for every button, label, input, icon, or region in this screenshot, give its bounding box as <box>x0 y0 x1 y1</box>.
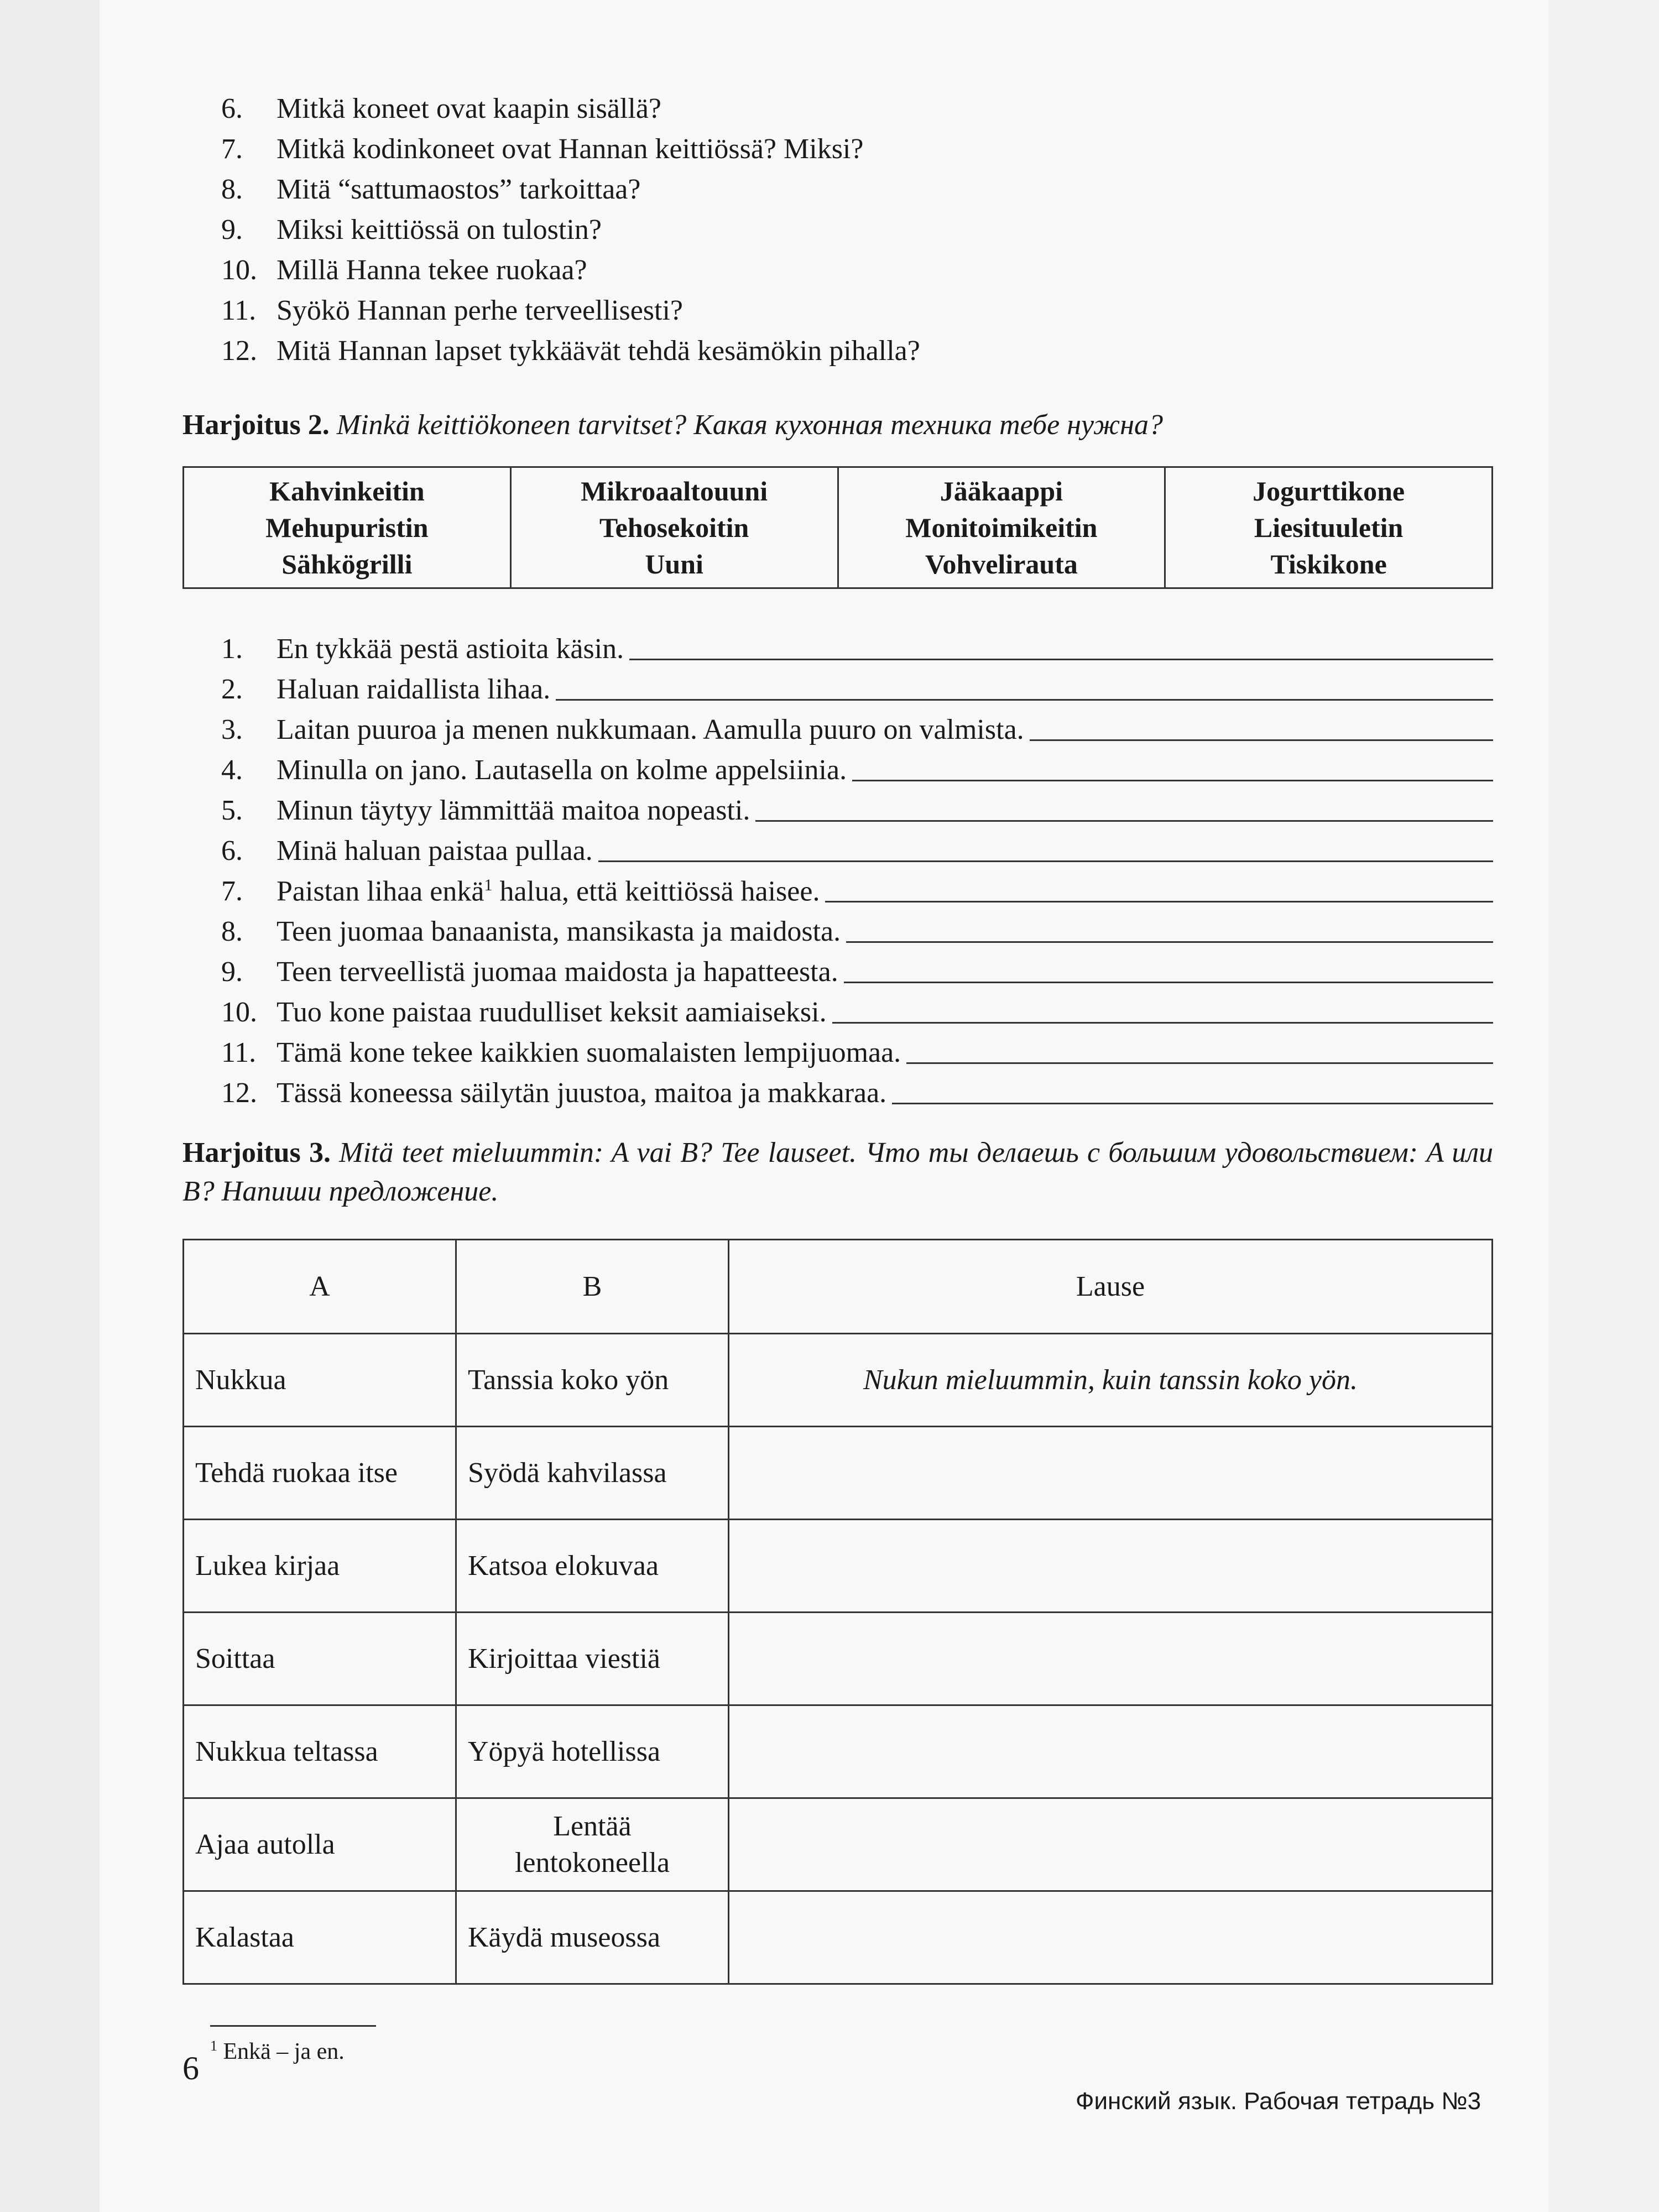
question-list <box>221 88 920 371</box>
list-item: 12. Mitä Hannan lapset tykkäävät tehdä kesämökin pihalla? <box>221 335 920 367</box>
table-row: Nukkua teltassa Yöpyä hotellissa <box>184 1705 1493 1798</box>
answer-line[interactable] <box>844 982 1493 983</box>
sentence-item: 8. Teen juomaa banaanista, mansikasta ja maidosta. <box>221 909 1493 950</box>
word-box-cell: Jääkaappi Monitoimikeitin Vohvelirauta <box>838 467 1165 588</box>
exercise-3-heading <box>182 1134 1493 1211</box>
footnote-divider <box>210 2025 376 2027</box>
list-item: 6. Mitkä koneet ovat kaapin sisällä? <box>221 93 662 124</box>
table-header-row <box>184 1240 1493 1334</box>
answer-line[interactable] <box>892 1103 1493 1104</box>
sentence-item: 2. Haluan raidallista lihaa. <box>221 667 1493 707</box>
answer-cell[interactable] <box>729 1613 1493 1705</box>
answer-line[interactable] <box>598 860 1493 862</box>
word-box-cell: Mikroaaltouuni Tehosekoitin Uuni <box>510 467 838 588</box>
answer-line[interactable] <box>556 699 1493 701</box>
column-header-a: A <box>184 1240 456 1334</box>
sentence-item: 5. Minun täytyy lämmittää maitoa nopeasti. <box>221 788 1493 828</box>
column-header-b: B <box>456 1240 729 1334</box>
answer-cell[interactable] <box>729 1705 1493 1798</box>
answer-line[interactable] <box>852 780 1493 781</box>
answer-line[interactable] <box>832 1022 1493 1024</box>
column-header-lause: Lause <box>729 1240 1493 1334</box>
sentence-item: 12. Tässä koneessa säilytän juustoa, maitoa ja makkaraa. <box>221 1071 1493 1111</box>
list-item: 7. Mitkä kodinkoneet ovat Hannan keittiössä? Miksi? <box>221 133 864 165</box>
word-box-cell: Jogurttikone Liesituuletin Tiskikone <box>1165 467 1493 588</box>
list-item: 10. Millä Hanna tekee ruokaa? <box>221 254 587 286</box>
list-item: 11. Syökö Hannan perhe terveellisesti? <box>221 295 683 326</box>
table-row: Ajaa autolla Lentää lentokoneella <box>184 1798 1493 1891</box>
answer-cell[interactable] <box>729 1891 1493 1984</box>
sentence-item: 6. Minä haluan paistaa pullaa. <box>221 828 1493 869</box>
choice-table <box>182 1239 1493 1985</box>
footnote-marker: 1 <box>484 875 493 894</box>
answer-line[interactable] <box>1030 739 1493 741</box>
exercise-2-label: Harjoitus 2. <box>182 409 330 441</box>
answer-line[interactable] <box>755 820 1493 822</box>
list-item: 8. Mitä “sattumaostos” tarkoittaa? <box>221 174 641 205</box>
sentence-item: 3. Laitan puuroa ja menen nukkumaan. Aamulla puuro on valmista. <box>221 707 1493 748</box>
sentence-item: 4. Minulla on jano. Lautasella on kolme appelsiinia. <box>221 748 1493 788</box>
sentence-item: 10. Tuo kone paistaa ruudulliset keksit aamiaiseksi. <box>221 990 1493 1030</box>
page-number: 6 <box>182 2050 199 2086</box>
example-answer: Nukun mieluummin, kuin tanssin koko yön. <box>729 1334 1493 1427</box>
exercise-3-label: Harjoitus 3. <box>182 1137 331 1168</box>
exercise-2-heading <box>182 405 1163 445</box>
sentence-item: 11. Tämä kone tekee kaikkien suomalaisten lempijuomaa. <box>221 1030 1493 1071</box>
table-row: Lukea kirjaa Katsoa elokuvaa <box>184 1520 1493 1613</box>
answer-line[interactable] <box>629 659 1493 660</box>
footnote: $^1$ Enkä – ja en. <box>210 2038 345 2064</box>
answer-cell[interactable] <box>729 1427 1493 1520</box>
exercise-2-sentences <box>221 627 1493 1111</box>
table-row: Soittaa Kirjoittaa viestiä <box>184 1613 1493 1705</box>
word-box-table <box>182 466 1493 589</box>
table-row: Kalastaa Käydä museossa <box>184 1891 1493 1984</box>
answer-line[interactable] <box>906 1062 1493 1064</box>
list-item: 9. Miksi keittiössä on tulostin? <box>221 214 602 246</box>
facing-page-edge <box>1548 0 1659 2212</box>
word-box-cell: Kahvinkeitin Mehupuristin Sähkögrilli <box>184 467 511 588</box>
answer-line[interactable] <box>846 941 1493 943</box>
sentence-item: 9. Teen terveellistä juomaa maidosta ja hapatteesta. <box>221 950 1493 990</box>
answer-line[interactable] <box>825 901 1493 902</box>
sentence-item: 7. Paistan lihaa enkä$^1$ halua, että keittiössä haisee. <box>221 869 1493 909</box>
book-title: Финский язык. Рабочая тетрадь №3 <box>1076 2088 1481 2115</box>
exercise-2-instruction: Minkä keittiökoneen tarvitset? Какая кухонная техника тебе нужна? <box>336 409 1164 441</box>
answer-cell[interactable] <box>729 1798 1493 1891</box>
table-row: Tehdä ruokaa itse Syödä kahvilassa <box>184 1427 1493 1520</box>
exercise-3-instruction: Mitä teet mieluummin: A vai B? Tee lauseet. Что ты делаешь с большим удовольствием: A или B? Напиши предложение. <box>182 1137 1494 1207</box>
table-row: Nukkua Tanssia koko yön Nukun mieluummin, kuin tanssin koko yön. <box>184 1334 1493 1427</box>
sentence-item: 1. En tykkää pestä astioita käsin. <box>221 627 1493 667</box>
answer-cell[interactable] <box>729 1520 1493 1613</box>
